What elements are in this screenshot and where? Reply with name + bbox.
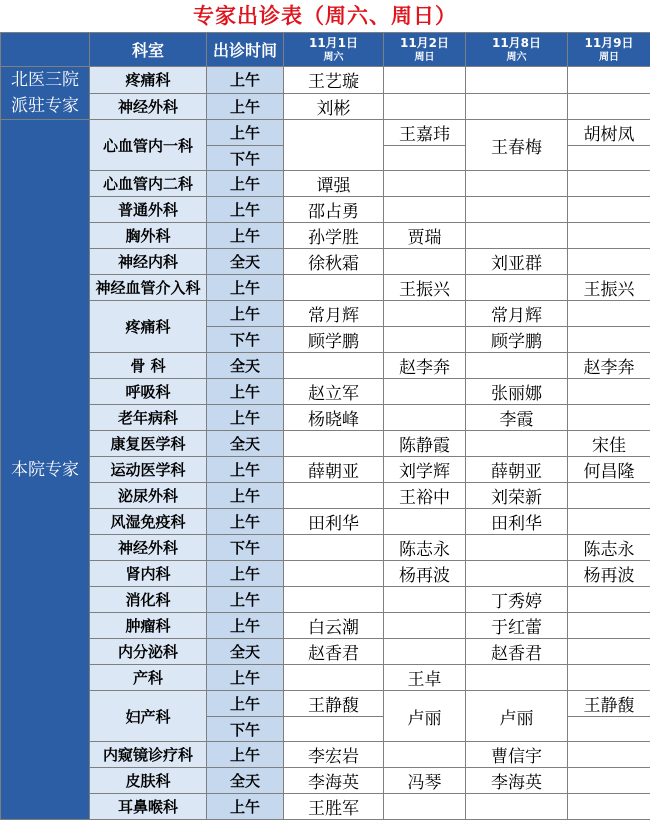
doctor-cell xyxy=(384,587,466,613)
doctor-cell xyxy=(466,561,568,587)
doctor-cell xyxy=(284,665,384,691)
day-label: 周日 xyxy=(568,51,650,65)
dept-cell: 内窥镜诊疗科 xyxy=(90,742,207,768)
group-label-external xyxy=(1,67,90,120)
dept-cell: 骨 科 xyxy=(90,353,207,379)
time-cell: 上午 xyxy=(207,483,284,509)
day-label: 周六 xyxy=(284,51,383,65)
doctor-cell xyxy=(466,794,568,820)
time-cell: 上午 xyxy=(207,197,284,223)
table-row xyxy=(1,613,650,639)
table-row xyxy=(1,353,650,379)
doctor-cell: 王裕中 xyxy=(384,483,466,509)
table-row xyxy=(1,768,650,794)
doctor-cell xyxy=(284,353,384,379)
schedule-body xyxy=(1,33,650,820)
doctor-cell xyxy=(466,171,568,197)
dept-cell: 胸外科 xyxy=(90,223,207,249)
day-label: 周六 xyxy=(466,51,567,65)
doctor-cell: 王胜军 xyxy=(284,794,384,820)
doctor-cell xyxy=(466,353,568,379)
time-cell: 下午 xyxy=(207,146,284,171)
dept-cell: 妇产科 xyxy=(90,691,207,742)
doctor-cell: 赵香君 xyxy=(284,639,384,665)
doctor-cell xyxy=(466,535,568,561)
doctor-cell xyxy=(384,742,466,768)
table-row xyxy=(1,535,650,561)
doctor-cell: 田利华 xyxy=(466,509,568,535)
time-cell: 下午 xyxy=(207,717,284,742)
doctor-cell: 邵占勇 xyxy=(284,197,384,223)
dept-cell: 肿瘤科 xyxy=(90,613,207,639)
doctor-cell xyxy=(466,93,568,120)
time-cell: 全天 xyxy=(207,768,284,794)
time-cell: 上午 xyxy=(207,742,284,768)
doctor-cell xyxy=(568,146,650,171)
time-cell: 上午 xyxy=(207,223,284,249)
time-cell: 上午 xyxy=(207,275,284,301)
time-cell: 全天 xyxy=(207,249,284,275)
time-cell: 上午 xyxy=(207,120,284,146)
doctor-cell: 王嘉玮 xyxy=(384,120,466,146)
doctor-cell xyxy=(384,67,466,94)
doctor-cell xyxy=(284,275,384,301)
doctor-cell xyxy=(384,301,466,327)
doctor-cell xyxy=(568,613,650,639)
doctor-cell xyxy=(384,93,466,120)
doctor-cell: 常月辉 xyxy=(284,301,384,327)
group-label-line: 派驻专家 xyxy=(1,93,89,119)
doctor-cell: 李宏岩 xyxy=(284,742,384,768)
doctor-cell: 王春梅 xyxy=(466,120,568,171)
table-row xyxy=(1,483,650,509)
table-row xyxy=(1,93,650,120)
table-row xyxy=(1,457,650,483)
dept-cell: 神经外科 xyxy=(90,535,207,561)
doctor-cell: 卢丽 xyxy=(384,691,466,742)
doctor-cell: 薛朝亚 xyxy=(466,457,568,483)
doctor-cell xyxy=(284,587,384,613)
doctor-cell xyxy=(384,613,466,639)
doctor-cell xyxy=(466,67,568,94)
dept-cell: 神经外科 xyxy=(90,93,207,120)
doctor-cell: 张丽娜 xyxy=(466,379,568,405)
dept-cell: 内分泌科 xyxy=(90,639,207,665)
doctor-cell xyxy=(568,794,650,820)
doctor-cell xyxy=(568,223,650,249)
doctor-cell xyxy=(384,639,466,665)
doctor-cell: 杨晓峰 xyxy=(284,405,384,431)
table-row xyxy=(1,223,650,249)
table-row xyxy=(1,120,650,146)
time-cell: 上午 xyxy=(207,509,284,535)
doctor-cell xyxy=(568,768,650,794)
doctor-cell xyxy=(568,171,650,197)
doctor-cell: 白云潮 xyxy=(284,613,384,639)
dept-cell: 泌尿外科 xyxy=(90,483,207,509)
date-label: 11月2日 xyxy=(384,35,465,51)
header-row xyxy=(1,33,650,67)
day-label: 周日 xyxy=(384,51,465,65)
doctor-cell xyxy=(384,197,466,223)
doctor-cell xyxy=(284,535,384,561)
doctor-cell xyxy=(466,275,568,301)
time-cell: 下午 xyxy=(207,327,284,353)
dept-cell: 神经血管介入科 xyxy=(90,275,207,301)
doctor-cell xyxy=(568,665,650,691)
doctor-cell: 贾瑞 xyxy=(384,223,466,249)
time-cell: 全天 xyxy=(207,353,284,379)
doctor-cell xyxy=(384,405,466,431)
table-row xyxy=(1,379,650,405)
doctor-cell xyxy=(466,665,568,691)
time-cell: 上午 xyxy=(207,691,284,717)
table-row xyxy=(1,431,650,457)
group-label-internal: 本院专家 xyxy=(1,120,90,820)
doctor-cell: 谭强 xyxy=(284,171,384,197)
header-date-2 xyxy=(384,33,466,67)
doctor-cell: 何昌隆 xyxy=(568,457,650,483)
dept-cell: 呼吸科 xyxy=(90,379,207,405)
doctor-cell: 王振兴 xyxy=(568,275,650,301)
doctor-cell xyxy=(568,509,650,535)
doctor-cell: 王静馥 xyxy=(284,691,384,717)
dept-cell: 神经内科 xyxy=(90,249,207,275)
doctor-cell xyxy=(384,171,466,197)
doctor-cell: 田利华 xyxy=(284,509,384,535)
doctor-cell xyxy=(568,587,650,613)
doctor-cell: 徐秋霜 xyxy=(284,249,384,275)
doctor-cell: 赵香君 xyxy=(466,639,568,665)
dept-cell: 心血管内二科 xyxy=(90,171,207,197)
header-corner xyxy=(1,33,90,67)
doctor-cell: 李海英 xyxy=(466,768,568,794)
time-cell: 上午 xyxy=(207,457,284,483)
date-label: 11月9日 xyxy=(568,35,650,51)
time-cell: 上午 xyxy=(207,93,284,120)
doctor-cell xyxy=(568,197,650,223)
time-cell: 上午 xyxy=(207,665,284,691)
time-cell: 上午 xyxy=(207,301,284,327)
doctor-cell xyxy=(284,120,384,171)
doctor-cell xyxy=(284,431,384,457)
table-row xyxy=(1,275,650,301)
doctor-cell: 于红蕾 xyxy=(466,613,568,639)
doctor-cell xyxy=(466,197,568,223)
doctor-cell: 冯琴 xyxy=(384,768,466,794)
group-label-line: 北医三院 xyxy=(1,67,89,93)
doctor-cell: 常月辉 xyxy=(466,301,568,327)
dept-cell: 老年病科 xyxy=(90,405,207,431)
table-row xyxy=(1,587,650,613)
doctor-cell xyxy=(568,379,650,405)
table-row xyxy=(1,639,650,665)
header-time: 出诊时间 xyxy=(207,33,284,67)
table-row xyxy=(1,509,650,535)
time-cell: 上午 xyxy=(207,379,284,405)
time-cell: 全天 xyxy=(207,431,284,457)
dept-cell: 康复医学科 xyxy=(90,431,207,457)
doctor-cell: 卢丽 xyxy=(466,691,568,742)
doctor-cell xyxy=(568,67,650,94)
dept-cell: 产科 xyxy=(90,665,207,691)
doctor-cell: 刘学辉 xyxy=(384,457,466,483)
table-row xyxy=(1,197,650,223)
doctor-cell: 王静馥 xyxy=(568,691,650,717)
doctor-cell: 刘亚群 xyxy=(466,249,568,275)
dept-cell: 耳鼻喉科 xyxy=(90,794,207,820)
doctor-cell: 杨再波 xyxy=(568,561,650,587)
doctor-cell: 曹信宇 xyxy=(466,742,568,768)
doctor-cell xyxy=(568,327,650,353)
doctor-cell xyxy=(384,146,466,171)
header-date-3 xyxy=(466,33,568,67)
doctor-cell xyxy=(568,639,650,665)
doctor-cell xyxy=(568,301,650,327)
doctor-cell xyxy=(568,717,650,742)
doctor-cell xyxy=(284,561,384,587)
table-row xyxy=(1,794,650,820)
time-cell: 上午 xyxy=(207,67,284,94)
doctor-cell xyxy=(466,431,568,457)
doctor-cell: 刘荣新 xyxy=(466,483,568,509)
doctor-cell xyxy=(384,379,466,405)
dept-cell: 风湿免疫科 xyxy=(90,509,207,535)
doctor-cell xyxy=(568,249,650,275)
dept-cell: 肾内科 xyxy=(90,561,207,587)
table-row xyxy=(1,171,650,197)
doctor-cell xyxy=(384,327,466,353)
doctor-cell: 陈静霞 xyxy=(384,431,466,457)
time-cell: 上午 xyxy=(207,794,284,820)
dept-cell: 心血管内一科 xyxy=(90,120,207,171)
doctor-cell: 王艺璇 xyxy=(284,67,384,94)
doctor-cell: 杨再波 xyxy=(384,561,466,587)
time-cell: 上午 xyxy=(207,561,284,587)
doctor-cell xyxy=(284,717,384,742)
doctor-cell xyxy=(384,509,466,535)
header-date-4 xyxy=(568,33,650,67)
dept-cell: 疼痛科 xyxy=(90,67,207,94)
doctor-cell: 赵李奔 xyxy=(568,353,650,379)
page-title: 专家出诊表（周六、周日） xyxy=(0,0,650,32)
table-row xyxy=(1,691,650,717)
doctor-cell xyxy=(384,794,466,820)
time-cell: 上午 xyxy=(207,405,284,431)
doctor-cell xyxy=(568,483,650,509)
doctor-cell: 丁秀婷 xyxy=(466,587,568,613)
time-cell: 全天 xyxy=(207,639,284,665)
table-row xyxy=(1,742,650,768)
schedule-table xyxy=(0,32,650,820)
doctor-cell xyxy=(384,249,466,275)
doctor-cell: 李霞 xyxy=(466,405,568,431)
doctor-cell: 顾学鹏 xyxy=(466,327,568,353)
table-row xyxy=(1,405,650,431)
dept-cell: 消化科 xyxy=(90,587,207,613)
doctor-cell: 王卓 xyxy=(384,665,466,691)
doctor-cell xyxy=(568,93,650,120)
table-row xyxy=(1,301,650,327)
time-cell: 上午 xyxy=(207,587,284,613)
dept-cell: 普通外科 xyxy=(90,197,207,223)
time-cell: 上午 xyxy=(207,171,284,197)
table-row xyxy=(1,249,650,275)
doctor-cell: 赵立军 xyxy=(284,379,384,405)
header-date-1 xyxy=(284,33,384,67)
time-cell: 下午 xyxy=(207,535,284,561)
table-row xyxy=(1,561,650,587)
table-row xyxy=(1,665,650,691)
doctor-cell: 宋佳 xyxy=(568,431,650,457)
dept-cell: 疼痛科 xyxy=(90,301,207,353)
time-cell: 上午 xyxy=(207,613,284,639)
doctor-cell: 王振兴 xyxy=(384,275,466,301)
doctor-cell: 刘彬 xyxy=(284,93,384,120)
doctor-cell xyxy=(568,405,650,431)
doctor-cell: 李海英 xyxy=(284,768,384,794)
dept-cell: 运动医学科 xyxy=(90,457,207,483)
doctor-cell: 胡树凤 xyxy=(568,120,650,146)
doctor-cell: 薛朝亚 xyxy=(284,457,384,483)
doctor-cell: 顾学鹏 xyxy=(284,327,384,353)
doctor-cell xyxy=(568,742,650,768)
doctor-cell: 陈志永 xyxy=(384,535,466,561)
doctor-cell: 陈志永 xyxy=(568,535,650,561)
doctor-cell: 赵李奔 xyxy=(384,353,466,379)
date-label: 11月1日 xyxy=(284,35,383,51)
doctor-cell xyxy=(466,223,568,249)
doctor-cell: 孙学胜 xyxy=(284,223,384,249)
date-label: 11月8日 xyxy=(466,35,567,51)
header-dept: 科室 xyxy=(90,33,207,67)
table-row xyxy=(1,67,650,94)
dept-cell: 皮肤科 xyxy=(90,768,207,794)
doctor-cell xyxy=(284,483,384,509)
